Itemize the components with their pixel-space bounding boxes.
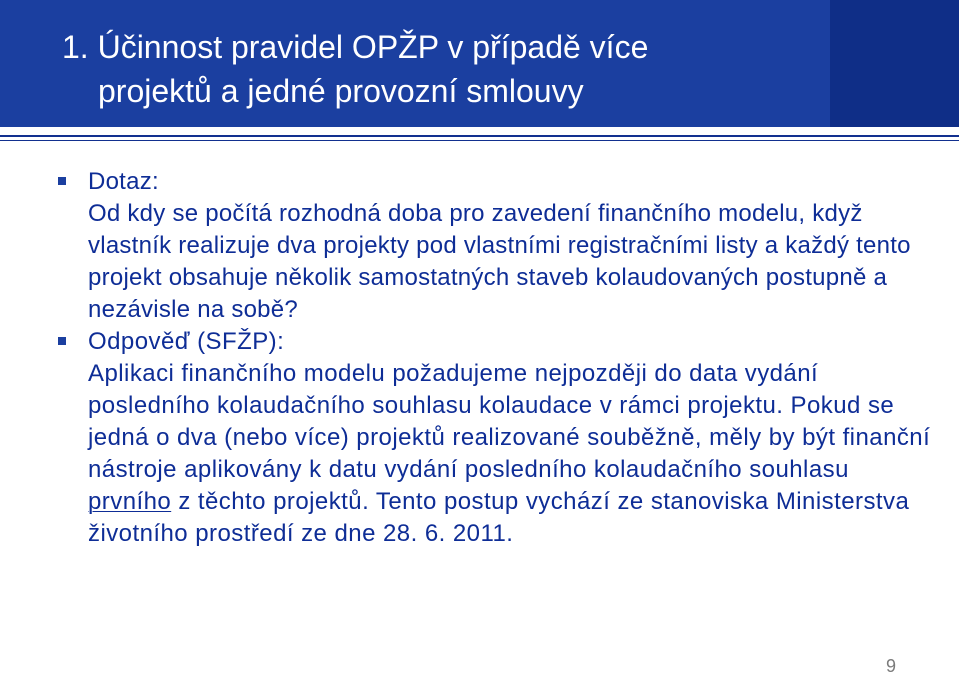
title-divider-line-thin bbox=[0, 140, 959, 141]
page-number: 9 bbox=[886, 656, 897, 676]
square-bullet-icon bbox=[58, 177, 66, 185]
question-label: Dotaz: bbox=[88, 168, 159, 195]
content-list bbox=[58, 166, 938, 550]
question-item bbox=[58, 166, 938, 326]
answer-text-part-2: z těchto projektů. Tento postup vychází ze stanoviska Ministerstva životního prostředí ze dne 28. 6. 2011. bbox=[88, 488, 910, 547]
question-text: Od kdy se počítá rozhodná doba pro zavedení finančního modelu, když vlastník realizuje dva projekty pod vlastními registračními listy a každý tento projekt obsahuje několik samostatných staveb kolaudovaných postupně a nezávisle na sobě? bbox=[88, 200, 911, 323]
answer-text bbox=[88, 358, 938, 550]
title-divider-line bbox=[0, 135, 959, 137]
answer-emphasis: prvního bbox=[88, 488, 172, 515]
square-bullet-icon bbox=[58, 337, 66, 345]
answer-text-part-1: Aplikaci finančního modelu požadujeme nejpozději do data vydání posledního kolaudačního souhlasu kolaudace v rámci projektu. Pokud se jedná o dva (nebo více) projektů realizované souběžně, měly by být finanční nástroje aplikovány k datu vydání posledního kolaudačního souhlasu bbox=[88, 360, 931, 483]
title-accent-panel bbox=[830, 0, 959, 127]
answer-label: Odpověď (SFŽP): bbox=[88, 328, 285, 355]
answer-item bbox=[58, 326, 938, 550]
slide-title-line-2: projektů a jedné provozní smlouvy bbox=[98, 73, 584, 109]
slide-title-line-1: 1. Účinnost pravidel OPŽP v případě více bbox=[62, 29, 649, 65]
slide-title bbox=[62, 25, 822, 113]
